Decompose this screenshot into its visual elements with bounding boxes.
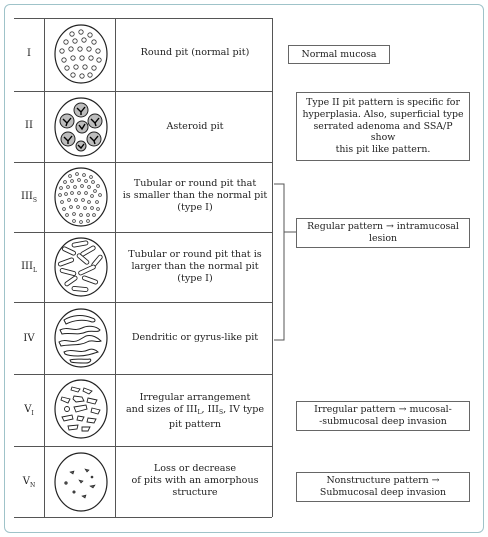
dendritic-pit-icon [52, 306, 110, 370]
nonstructure-pit-icon [52, 450, 110, 514]
row-divider [14, 374, 272, 375]
row-divider [14, 302, 272, 303]
description-II: Asteroid pit [166, 121, 224, 132]
round-pit-icon [52, 22, 110, 86]
type-label-VI: $V_I$ [24, 404, 34, 417]
large-tubular-pit-icon [52, 235, 110, 299]
description-VI: Irregular arrangement and sizes of $III_L$, $III_S$, IV type pit pattern [125, 392, 265, 431]
description-I: Round pit (normal pit) [140, 47, 250, 58]
type-label-IIIS: $III_S$ [21, 191, 37, 204]
row-divider [14, 232, 272, 233]
description-IV: Dendritic or gyrus-like pit [131, 332, 259, 343]
callout-type-ii-note: Type II pit pattern is specific for hyperplasia. Also, superficial type serrated adenoma and SSA/P show this pit like pattern. [296, 92, 470, 161]
irregular-pit-icon [52, 377, 110, 441]
type-label-IIIL: $III_L$ [21, 261, 37, 274]
row-divider [14, 446, 272, 447]
callout-nonstructure-pattern: Nonstructure pattern → Submucosal deep invasion [296, 472, 470, 502]
description-IIIS: Tubular or round pit that is smaller than the normal pit (type I) [122, 178, 268, 214]
description-VN: Loss or decrease of pits with an amorphous structure [131, 463, 259, 499]
table-bottom-border [14, 517, 272, 518]
type-label-I: I [27, 48, 31, 59]
small-tubular-pit-icon [52, 165, 110, 229]
type-label-II: II [25, 120, 33, 131]
regular-pattern-bracket [272, 180, 298, 350]
row-divider [14, 162, 272, 163]
type-label-VN: $V_N$ [22, 476, 36, 489]
column-divider [44, 18, 45, 517]
type-label-IV: IV [23, 333, 35, 344]
callout-normal-mucosa: Normal mucosa [288, 45, 390, 64]
callout-irregular-pattern: Irregular pattern → mucosal- -submucosal deep invasion [296, 401, 470, 431]
table-top-border [14, 18, 272, 19]
description-IIIL: Tubular or round pit that is larger than the normal pit (type I) [128, 249, 262, 285]
row-divider [14, 91, 272, 92]
asteroid-pit-icon [52, 95, 110, 159]
callout-regular-pattern: Regular pattern → intramucosal lesion [296, 218, 470, 248]
